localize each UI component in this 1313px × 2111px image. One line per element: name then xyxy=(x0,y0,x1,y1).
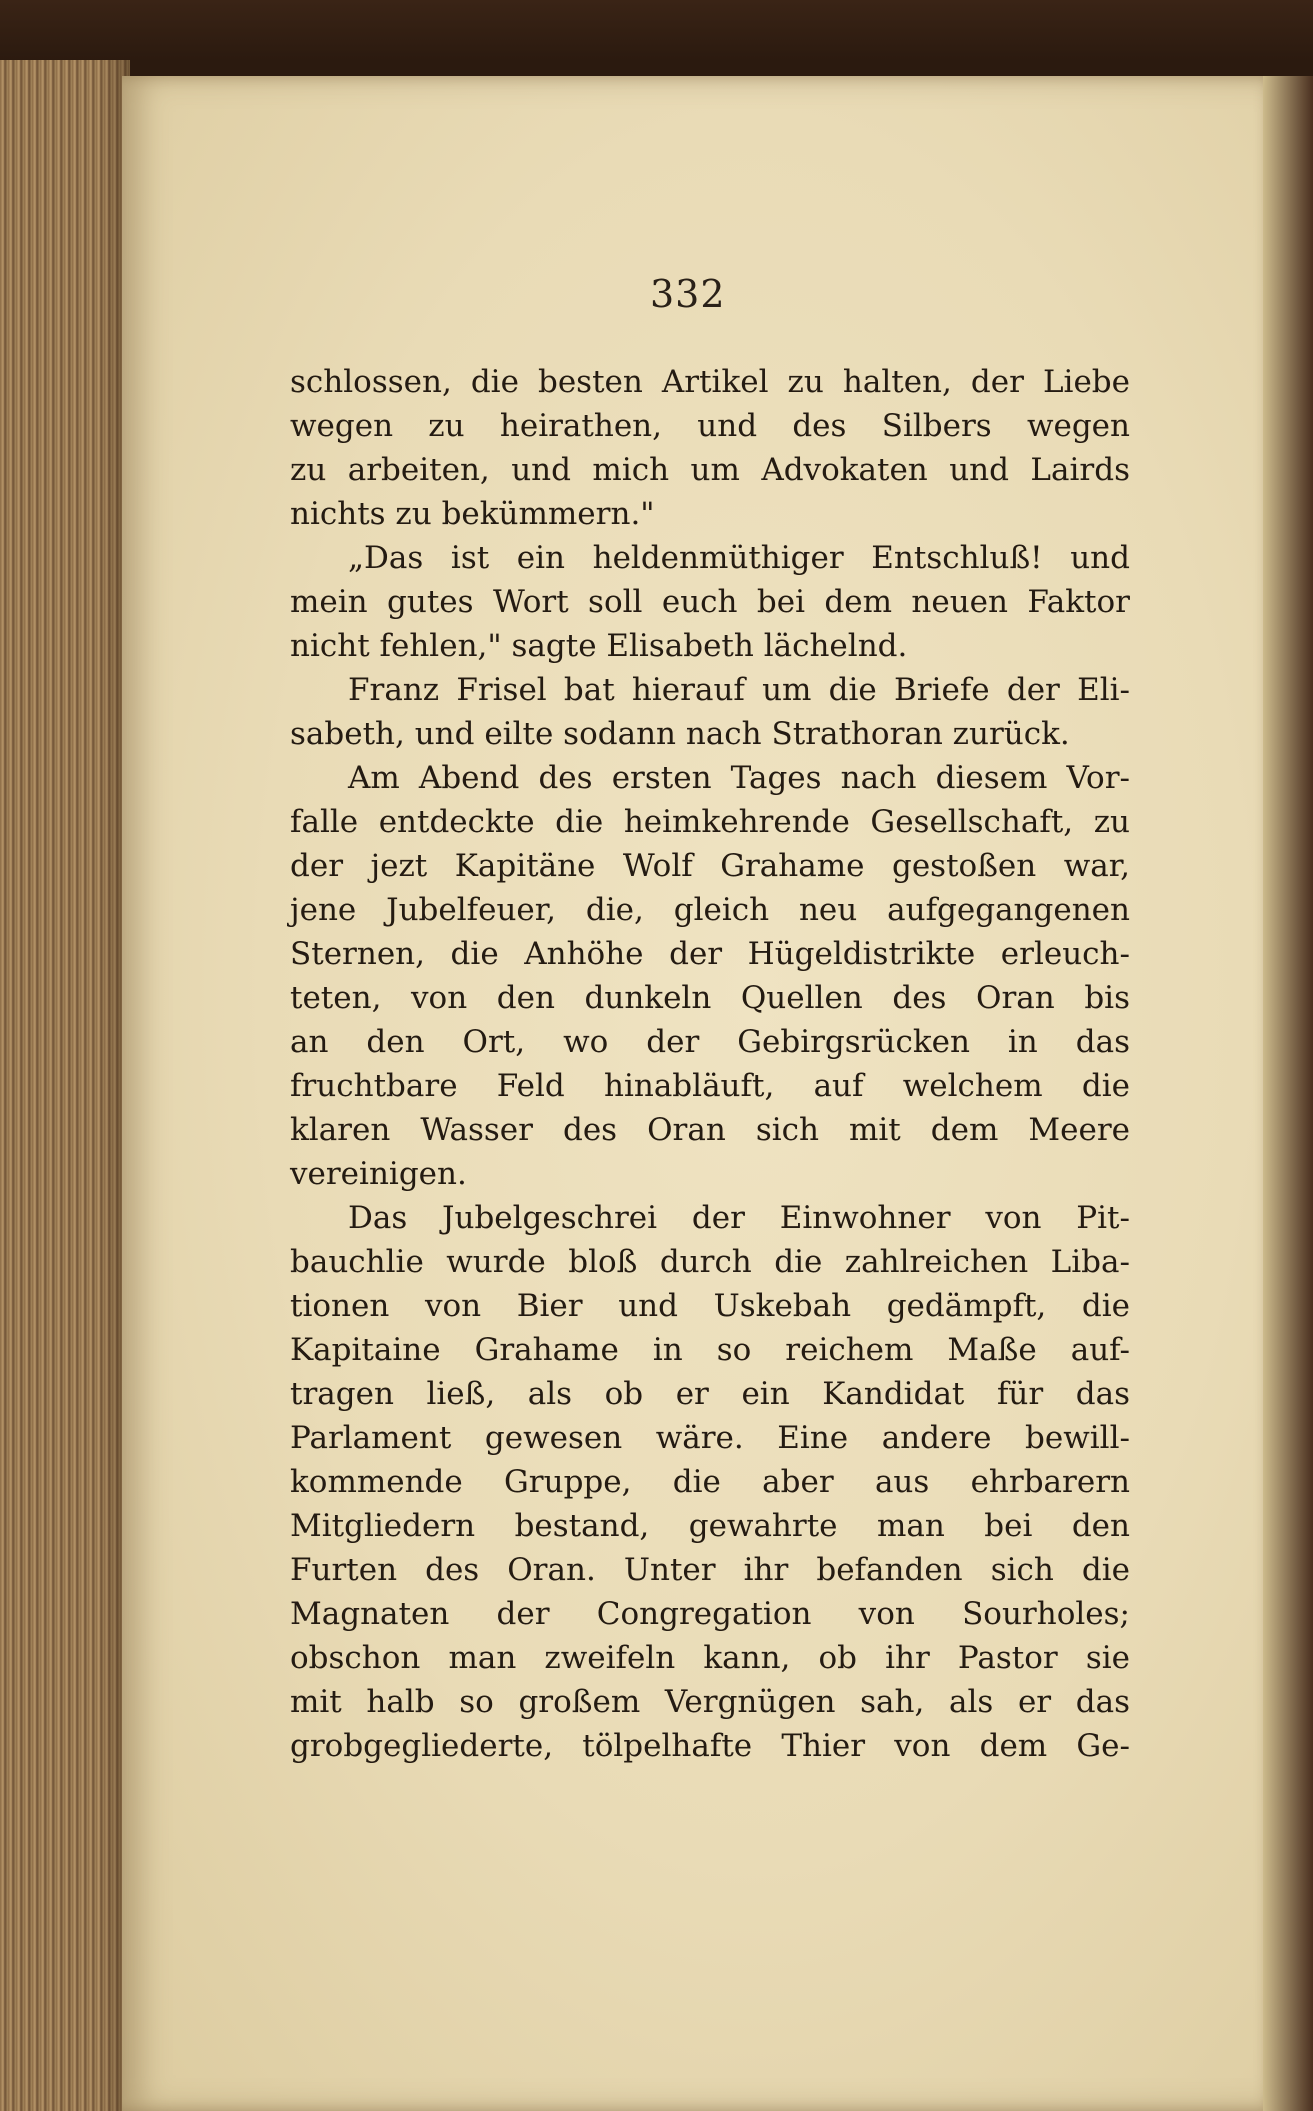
text-line: grobgegliederte, tölpelhafte Thier von dem Ge- xyxy=(290,1728,1130,1764)
text-line: Magnaten der Congregation von Sourholes; xyxy=(290,1596,1130,1632)
book-page-edges xyxy=(0,60,130,2111)
text-line: sabeth, und eilte sodann nach Strathoran zurück. xyxy=(290,716,1070,752)
text-line: mein gutes Wort soll euch bei dem neuen Faktor xyxy=(290,584,1130,620)
text-line: tionen von Bier und Uskebah gedämpft, die xyxy=(290,1288,1130,1324)
text-line: wegen zu heirathen, und des Silbers wegen xyxy=(290,408,1130,444)
text-line: Mitgliedern bestand, gewahrte man bei den xyxy=(290,1508,1130,1544)
text-line: Parlament gewesen wäre. Eine andere bewill- xyxy=(290,1420,1130,1456)
text-line: vereinigen. xyxy=(290,1156,467,1192)
book-gutter xyxy=(1263,76,1313,2111)
text-line: zu arbeiten, und mich um Advokaten und Lairds xyxy=(290,452,1130,488)
text-line: Sternen, die Anhöhe der Hügeldistrikte erleuch- xyxy=(290,936,1130,972)
text-line: mit halb so großem Vergnügen sah, als er das xyxy=(290,1684,1130,1720)
text-line: klaren Wasser des Oran sich mit dem Meere xyxy=(290,1112,1130,1148)
body-text xyxy=(290,360,1130,1768)
text-line: nichts zu bekümmern." xyxy=(290,496,655,532)
text-line: „Das ist ein heldenmüthiger Entschluß! und xyxy=(348,540,1130,576)
text-line: Das Jubelgeschrei der Einwohner von Pit- xyxy=(348,1200,1130,1236)
text-line: tragen ließ, als ob er ein Kandidat für das xyxy=(290,1376,1130,1412)
text-line: obschon man zweifeln kann, ob ihr Pastor sie xyxy=(290,1640,1130,1676)
text-line: Am Abend des ersten Tages nach diesem Vor- xyxy=(348,760,1130,796)
text-line: bauchlie wurde bloß durch die zahlreichen Liba- xyxy=(290,1244,1130,1280)
text-line: schlossen, die besten Artikel zu halten, der Liebe xyxy=(290,364,1130,400)
text-line: an den Ort, wo der Gebirgsrücken in das xyxy=(290,1024,1130,1060)
text-line: nicht fehlen," sagte Elisabeth lächelnd. xyxy=(290,628,908,664)
text-line: kommende Gruppe, die aber aus ehrbarern xyxy=(290,1464,1130,1500)
text-line: falle entdeckte die heimkehrende Gesellschaft, zu xyxy=(290,804,1130,840)
text-line: Franz Frisel bat hierauf um die Briefe der Eli- xyxy=(348,672,1130,708)
text-line: der jezt Kapitäne Wolf Grahame gestoßen war, xyxy=(290,848,1130,884)
text-line: fruchtbare Feld hinabläuft, auf welchem die xyxy=(290,1068,1130,1104)
text-line: teten, von den dunkeln Quellen des Oran bis xyxy=(290,980,1130,1016)
text-line: jene Jubelfeuer, die, gleich neu aufgegangenen xyxy=(290,892,1130,928)
text-line: Furten des Oran. Unter ihr befanden sich die xyxy=(290,1552,1130,1588)
text-line: Kapitaine Grahame in so reichem Maße auf- xyxy=(290,1332,1130,1368)
page-number: 332 xyxy=(650,272,726,316)
